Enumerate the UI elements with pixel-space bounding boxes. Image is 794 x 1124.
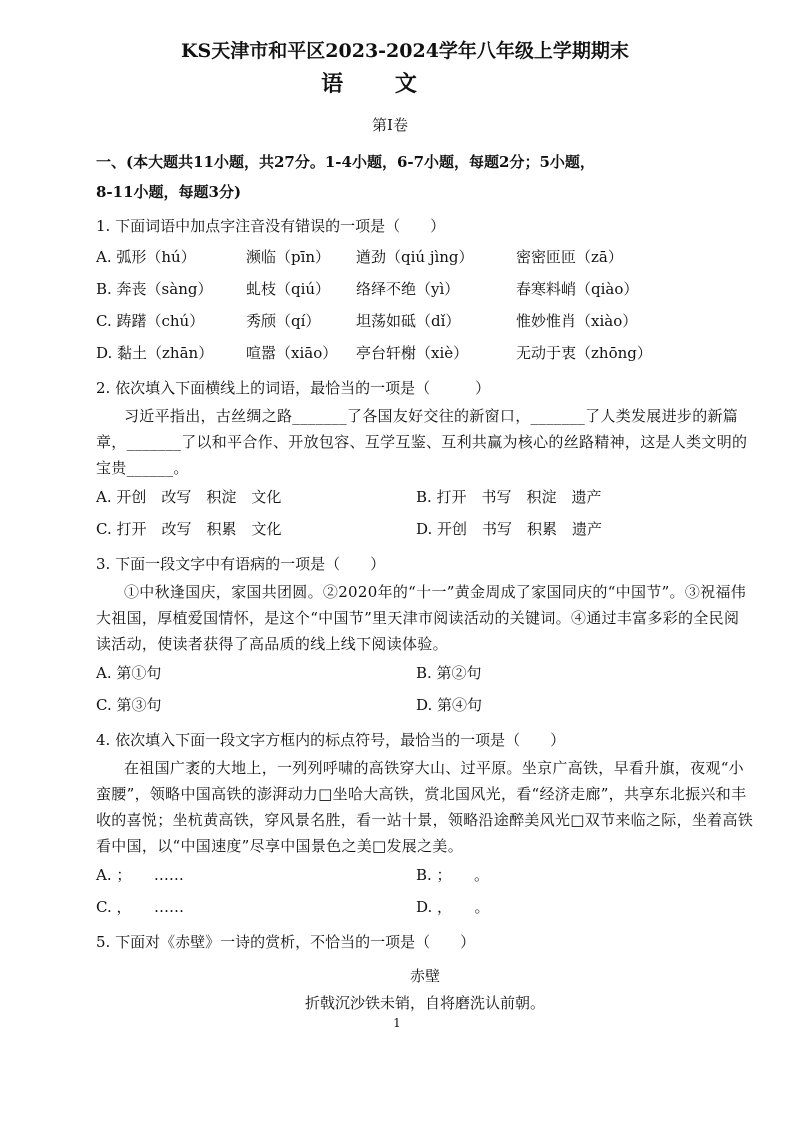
section-heading-line: 8-11小题，每题3分) xyxy=(96,183,242,201)
option-cell: 密密匝匝（zā） xyxy=(516,248,623,266)
question-3-options xyxy=(96,657,754,721)
section-heading-line: 一、(本大题共11小题，共27分。1-4小题，6-7小题，每题2分；5小题， xyxy=(96,153,595,171)
page-number: 1 xyxy=(393,1016,401,1030)
option-cell: C. ， …… xyxy=(96,898,184,916)
option-cell: B. 第②句 xyxy=(416,664,482,682)
option-cell: C. 打开 改写 积累 文化 xyxy=(96,520,282,538)
question-5-stem: 5. 下面对《赤壁》一诗的赏析，不恰当的一项是（ ） xyxy=(96,933,476,951)
option-cell: D. 开创 书写 积累 遗产 xyxy=(416,520,603,538)
option-cell: 亭台轩榭（xiè） xyxy=(356,344,469,362)
volume-label: 第Ⅰ卷 xyxy=(372,116,408,134)
question-3-stem: 3. 下面一段文字中有语病的一项是（ ） xyxy=(96,555,386,573)
option-cell: 络绎不绝（yì） xyxy=(356,280,460,298)
option-cell: A. 第①句 xyxy=(96,664,162,682)
question-2-options xyxy=(96,481,754,545)
option-cell: C. 第③句 xyxy=(96,696,162,714)
option-cell: C. 踌躇（chú） xyxy=(96,312,205,330)
option-cell: 春寒料峭（qiào） xyxy=(516,280,639,298)
option-cell: 虬枝（qiú） xyxy=(246,280,331,298)
question-1-options xyxy=(96,241,754,369)
option-cell: 喧嚣（xiāo） xyxy=(246,344,338,362)
option-cell: 濒临（pīn） xyxy=(246,248,331,266)
option-cell: D. 黏土（zhān） xyxy=(96,344,214,362)
question-2-stem: 2. 依次填入下面横线上的词语，最恰当的一项是（ ） xyxy=(96,379,491,397)
option-cell: B. ； 。 xyxy=(416,866,490,884)
option-cell: 秀颀（qí） xyxy=(246,312,321,330)
section-heading xyxy=(96,147,754,207)
option-cell: 无动于衷（zhōng） xyxy=(516,344,652,362)
question-4-options xyxy=(96,859,754,923)
option-cell: B. 打开 书写 积淀 遗产 xyxy=(416,488,602,506)
option-cell: A. 弧形（hú） xyxy=(96,248,196,266)
option-cell: 惟妙惟肖（xiào） xyxy=(516,312,638,330)
exam-title: KS天津市和平区2023-2024学年八年级上学期期末 xyxy=(181,40,629,62)
option-cell: A. ； …… xyxy=(96,866,184,884)
subject-title: 语 文 xyxy=(321,71,439,97)
question-3-passage: ①中秋逢国庆，家国共团圆。②2020年的“十一”黄金周成了家国同庆的“中国节”。③祝福伟大祖国，厚植爱国情怀，是这个“中国节”里天津市阅读活动的关键词。④通过丰富多彩的全民阅读活动，使读者获得了高品质的线上线下阅读体验。 xyxy=(96,583,747,653)
poem-title: 赤壁 xyxy=(409,967,440,985)
option-cell: A. 开创 改写 积淀 文化 xyxy=(96,488,282,506)
option-cell: 遒劲（qiú jìng） xyxy=(356,248,474,266)
option-cell: D. ， 。 xyxy=(416,898,490,916)
question-4-stem: 4. 依次填入下面一段文字方框内的标点符号，最恰当的一项是（ ） xyxy=(96,731,566,749)
poem-line: 折戟沉沙铁未销，自将磨洗认前朝。 xyxy=(304,994,545,1012)
question-4-passage: 在祖国广袤的大地上，一列列呼啸的高铁穿大山、过平原。坐京广高铁，早看升旗，夜观“小蛮腰”，领略中国高铁的澎湃动力□坐哈大高铁，赏北国风光，看“经济走廊”，共享东北振兴和丰收的喜悦；坐杭黄高铁，穿风景名胜，看一站十景，领略沿途醉美风光□双节来临之际，坐着高铁看中国，以“中国速度”尽享中国景色之美□发展之美。 xyxy=(96,759,754,855)
question-1-stem: 1. 下面词语中加点字注音没有错误的一项是（ ） xyxy=(96,217,446,235)
option-cell: 坦荡如砥（dǐ） xyxy=(356,312,461,330)
question-2-passage: 习近平指出，古丝绸之路_______了各国友好交往的新窗口，_______了人类发展进步的新篇章，_______了以和平合作、开放包容、互学互鉴、互利共赢为核心的丝路精神，这是人类文明的宝贵______。 xyxy=(96,407,748,477)
option-cell: B. 奔丧（sàng） xyxy=(96,280,213,298)
option-cell: D. 第④句 xyxy=(416,696,483,714)
